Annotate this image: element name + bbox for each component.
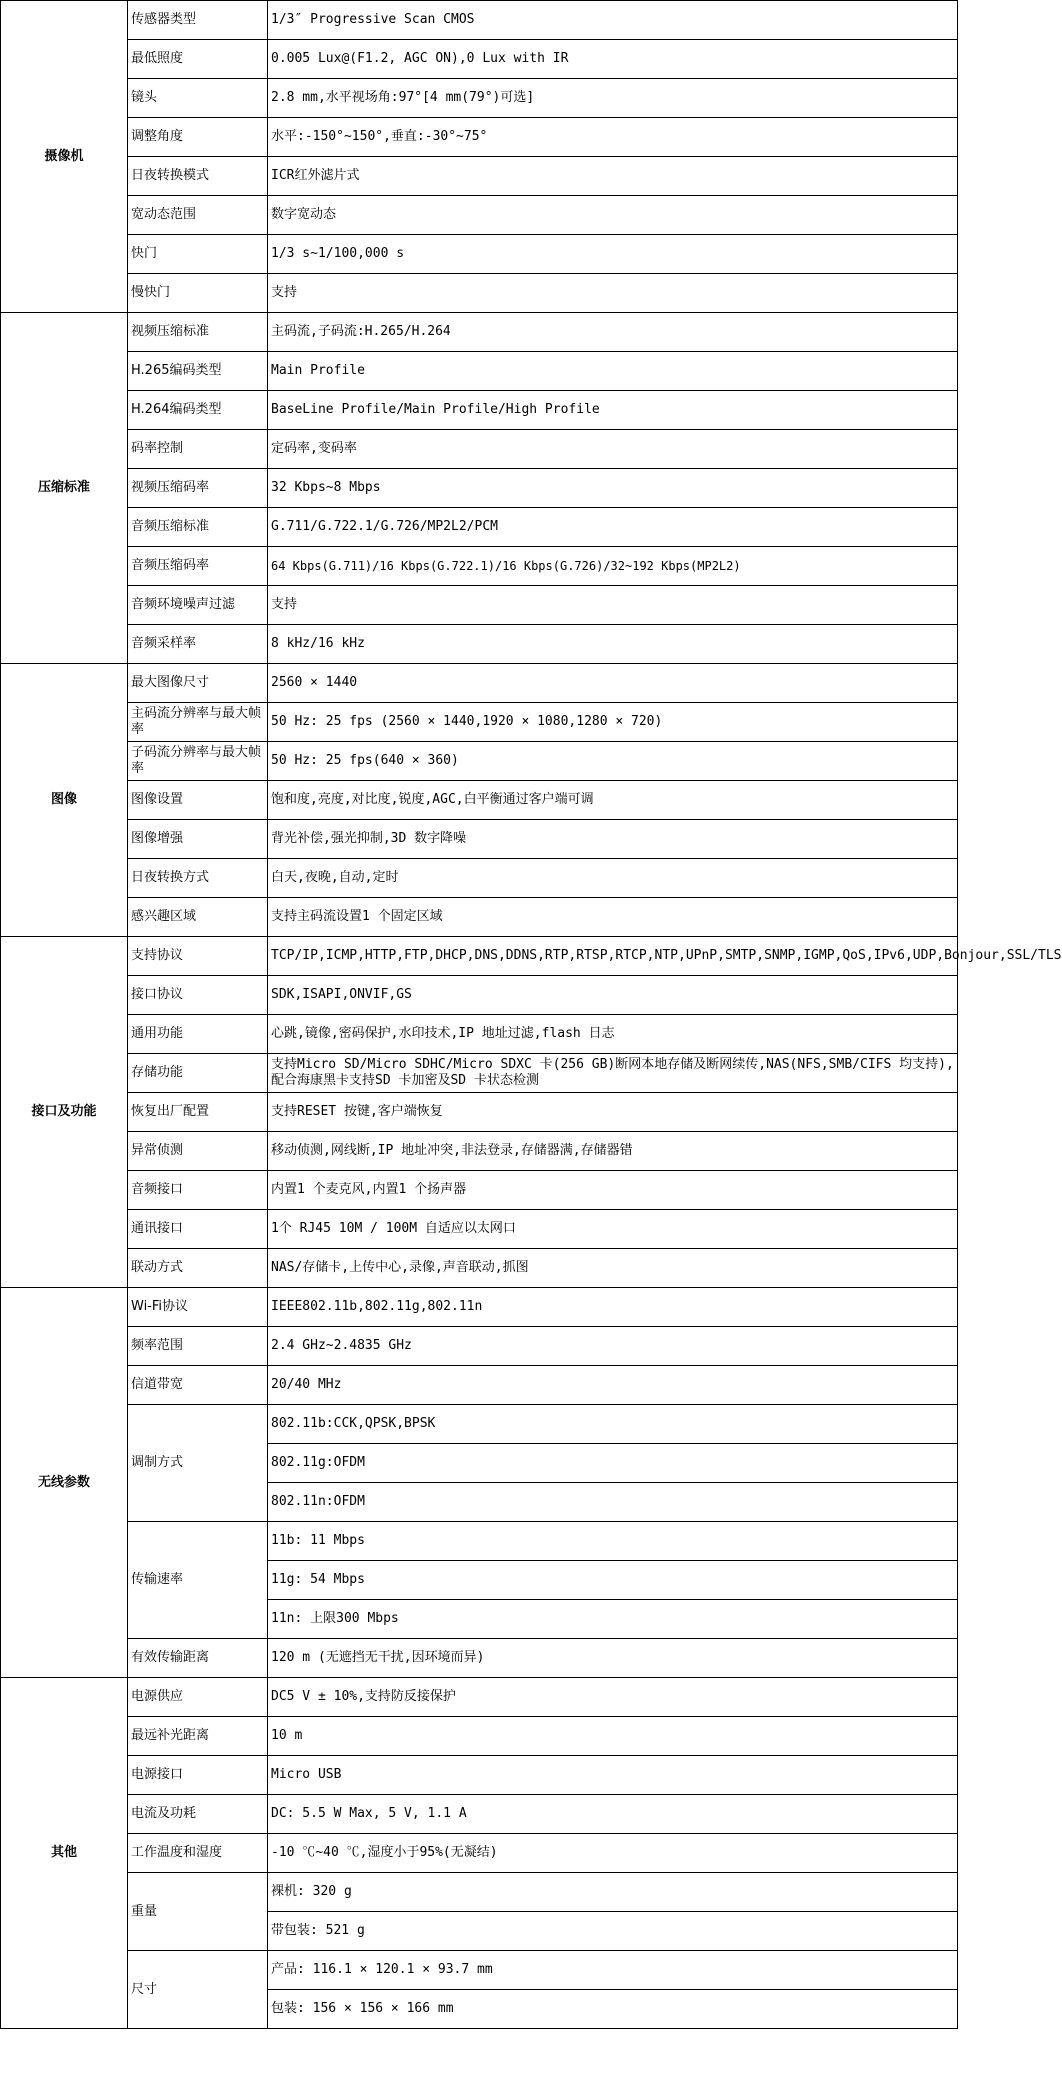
param-value: 背光补偿,强光抑制,3D 数字降噪: [268, 820, 958, 859]
param-value: 1/3 s~1/100,000 s: [268, 235, 958, 274]
param-label: 电流及功耗: [128, 1795, 268, 1834]
table-row: [1, 742, 958, 781]
category-wireless: 无线参数: [1, 1288, 128, 1678]
table-row: [1, 898, 958, 937]
category-image: 图像: [1, 664, 128, 937]
table-row: [1, 391, 958, 430]
param-value: 1/3″ Progressive Scan CMOS: [268, 1, 958, 40]
param-label: 视频压缩标准: [128, 313, 268, 352]
param-value: 包装: 156 × 156 × 166 mm: [268, 1990, 958, 2029]
param-label: 信道带宽: [128, 1366, 268, 1405]
table-row: [1, 1951, 958, 1990]
table-row: [1, 1327, 958, 1366]
table-row: [1, 40, 958, 79]
param-value: -10 ℃~40 ℃,湿度小于95%(无凝结): [268, 1834, 958, 1873]
table-row: [1, 352, 958, 391]
param-label: 通讯接口: [128, 1210, 268, 1249]
table-row: [1, 157, 958, 196]
param-label: 联动方式: [128, 1249, 268, 1288]
table-row: [1, 79, 958, 118]
param-label: 最远补光距离: [128, 1717, 268, 1756]
param-label: 音频压缩标准: [128, 508, 268, 547]
table-row: [1, 625, 958, 664]
param-value: 支持: [268, 586, 958, 625]
table-row: [1, 196, 958, 235]
table-row: [1, 1405, 958, 1444]
table-row: [1, 703, 958, 742]
param-value: 64 Kbps(G.711)/16 Kbps(G.722.1)/16 Kbps(G.726)/32~192 Kbps(MP2L2): [268, 547, 958, 586]
param-label: 最低照度: [128, 40, 268, 79]
table-row: [1, 937, 958, 976]
param-value: 定码率,变码率: [268, 430, 958, 469]
param-value: 支持Micro SD/Micro SDHC/Micro SDXC 卡(256 GB)断网本地存储及断网续传,NAS(NFS,SMB/CIFS 均支持), 配合海康黑卡支持SD 卡加密及SD 卡状态检测: [268, 1054, 958, 1093]
param-value: 裸机: 320 g: [268, 1873, 958, 1912]
param-label: 传感器类型: [128, 1, 268, 40]
table-row: [1, 1639, 958, 1678]
param-label: 码率控制: [128, 430, 268, 469]
param-value: 2.8 mm,水平视场角:97°[4 mm(79°)可选]: [268, 79, 958, 118]
param-label: 调整角度: [128, 118, 268, 157]
table-row: [1, 1, 958, 40]
param-label: 传输速率: [128, 1522, 268, 1639]
param-value: 11g: 54 Mbps: [268, 1561, 958, 1600]
table-row: [1, 235, 958, 274]
param-value: 50 Hz: 25 fps(640 × 360): [268, 742, 958, 781]
param-value: 饱和度,亮度,对比度,锐度,AGC,白平衡通过客户端可调: [268, 781, 958, 820]
param-value: 心跳,镜像,密码保护,水印技术,IP 地址过滤,flash 日志: [268, 1015, 958, 1054]
table-row: [1, 1522, 958, 1561]
table-row: [1, 1834, 958, 1873]
param-label: 主码流分辨率与最大帧率: [128, 703, 268, 742]
table-row: [1, 1678, 958, 1717]
param-label: 宽动态范围: [128, 196, 268, 235]
param-value: Main Profile: [268, 352, 958, 391]
table-row: [1, 1288, 958, 1327]
param-label: H.264编码类型: [128, 391, 268, 430]
param-value: IEEE802.11b,802.11g,802.11n: [268, 1288, 958, 1327]
param-value: 50 Hz: 25 fps (2560 × 1440,1920 × 1080,1280 × 720): [268, 703, 958, 742]
param-value: 移动侦测,网线断,IP 地址冲突,非法登录,存储器满,存储器错: [268, 1132, 958, 1171]
param-label: 子码流分辨率与最大帧率: [128, 742, 268, 781]
table-row: [1, 508, 958, 547]
param-label: 感兴趣区域: [128, 898, 268, 937]
table-row: [1, 313, 958, 352]
param-value: 支持: [268, 274, 958, 313]
param-value: TCP/IP,ICMP,HTTP,FTP,DHCP,DNS,DDNS,RTP,RTSP,RTCP,NTP,UPnP,SMTP,SNMP,IGMP,QoS,IPv6,UDP,Bonjour,SSL/TLS: [268, 937, 958, 976]
param-value: DC5 V ± 10%,支持防反接保护: [268, 1678, 958, 1717]
category-other: 其他: [1, 1678, 128, 2029]
table-row: [1, 586, 958, 625]
param-label: Wi-Fi协议: [128, 1288, 268, 1327]
param-label: 图像设置: [128, 781, 268, 820]
param-value: 11n: 上限300 Mbps: [268, 1600, 958, 1639]
param-label: 电源供应: [128, 1678, 268, 1717]
param-value: 802.11b:CCK,QPSK,BPSK: [268, 1405, 958, 1444]
param-value: 主码流,子码流:H.265/H.264: [268, 313, 958, 352]
param-label: 镜头: [128, 79, 268, 118]
param-value: 0.005 Lux@(F1.2, AGC ON),0 Lux with IR: [268, 40, 958, 79]
param-label: 最大图像尺寸: [128, 664, 268, 703]
table-row: [1, 781, 958, 820]
param-value: 支持RESET 按键,客户端恢复: [268, 1093, 958, 1132]
table-row: [1, 547, 958, 586]
category-compression: 压缩标准: [1, 313, 128, 664]
param-label: 通用功能: [128, 1015, 268, 1054]
param-label: 恢复出厂配置: [128, 1093, 268, 1132]
param-label: 调制方式: [128, 1405, 268, 1522]
param-value: 11b: 11 Mbps: [268, 1522, 958, 1561]
param-label: 视频压缩码率: [128, 469, 268, 508]
table-row: [1, 1366, 958, 1405]
param-label: 音频接口: [128, 1171, 268, 1210]
param-value: ICR红外滤片式: [268, 157, 958, 196]
param-label: 快门: [128, 235, 268, 274]
param-label: 有效传输距离: [128, 1639, 268, 1678]
param-label: 日夜转换方式: [128, 859, 268, 898]
param-label: 音频压缩码率: [128, 547, 268, 586]
table-row: [1, 859, 958, 898]
table-row: [1, 118, 958, 157]
param-value: 1个 RJ45 10M / 100M 自适应以太网口: [268, 1210, 958, 1249]
param-value: SDK,ISAPI,ONVIF,GS: [268, 976, 958, 1015]
param-value: 水平:-150°~150°,垂直:-30°~75°: [268, 118, 958, 157]
param-label: 工作温度和湿度: [128, 1834, 268, 1873]
table-row: [1, 430, 958, 469]
param-label: 支持协议: [128, 937, 268, 976]
table-row: [1, 1756, 958, 1795]
table-row: [1, 274, 958, 313]
param-value: NAS/存储卡,上传中心,录像,声音联动,抓图: [268, 1249, 958, 1288]
table-row: [1, 1249, 958, 1288]
param-value: Micro USB: [268, 1756, 958, 1795]
table-row: [1, 1717, 958, 1756]
param-value: 802.11n:OFDM: [268, 1483, 958, 1522]
param-value: 10 m: [268, 1717, 958, 1756]
param-value: BaseLine Profile/Main Profile/High Profile: [268, 391, 958, 430]
param-value: 2.4 GHz~2.4835 GHz: [268, 1327, 958, 1366]
param-value: 8 kHz/16 kHz: [268, 625, 958, 664]
table-row: [1, 1015, 958, 1054]
table-row: [1, 1132, 958, 1171]
param-label: 接口协议: [128, 976, 268, 1015]
param-label: 图像增强: [128, 820, 268, 859]
param-value: DC: 5.5 W Max, 5 V, 1.1 A: [268, 1795, 958, 1834]
param-value: 20/40 MHz: [268, 1366, 958, 1405]
table-row: [1, 820, 958, 859]
param-label: H.265编码类型: [128, 352, 268, 391]
param-value: 数字宽动态: [268, 196, 958, 235]
table-row: [1, 1093, 958, 1132]
table-row: [1, 664, 958, 703]
param-value: 产品: 116.1 × 120.1 × 93.7 mm: [268, 1951, 958, 1990]
param-value: 802.11g:OFDM: [268, 1444, 958, 1483]
category-interface: 接口及功能: [1, 937, 128, 1288]
param-label: 音频环境噪声过滤: [128, 586, 268, 625]
param-value: 白天,夜晚,自动,定时: [268, 859, 958, 898]
table-row: [1, 1873, 958, 1912]
table-row: [1, 1210, 958, 1249]
table-row: [1, 1171, 958, 1210]
param-label: 日夜转换模式: [128, 157, 268, 196]
param-label: 存储功能: [128, 1054, 268, 1093]
param-value: 支持主码流设置1 个固定区域: [268, 898, 958, 937]
table-row: [1, 976, 958, 1015]
param-label: 重量: [128, 1873, 268, 1951]
table-row: [1, 1054, 958, 1093]
param-value: 带包装: 521 g: [268, 1912, 958, 1951]
param-value: 内置1 个麦克风,内置1 个扬声器: [268, 1171, 958, 1210]
table-row: [1, 469, 958, 508]
param-label: 尺寸: [128, 1951, 268, 2029]
param-label: 异常侦测: [128, 1132, 268, 1171]
param-value: 32 Kbps~8 Mbps: [268, 469, 958, 508]
param-value: 2560 × 1440: [268, 664, 958, 703]
param-label: 音频采样率: [128, 625, 268, 664]
param-label: 电源接口: [128, 1756, 268, 1795]
param-label: 频率范围: [128, 1327, 268, 1366]
param-label: 慢快门: [128, 274, 268, 313]
param-value: 120 m (无遮挡无干扰,因环境而异): [268, 1639, 958, 1678]
param-value: G.711/G.722.1/G.726/MP2L2/PCM: [268, 508, 958, 547]
category-camera: 摄像机: [1, 1, 128, 313]
table-row: [1, 1795, 958, 1834]
